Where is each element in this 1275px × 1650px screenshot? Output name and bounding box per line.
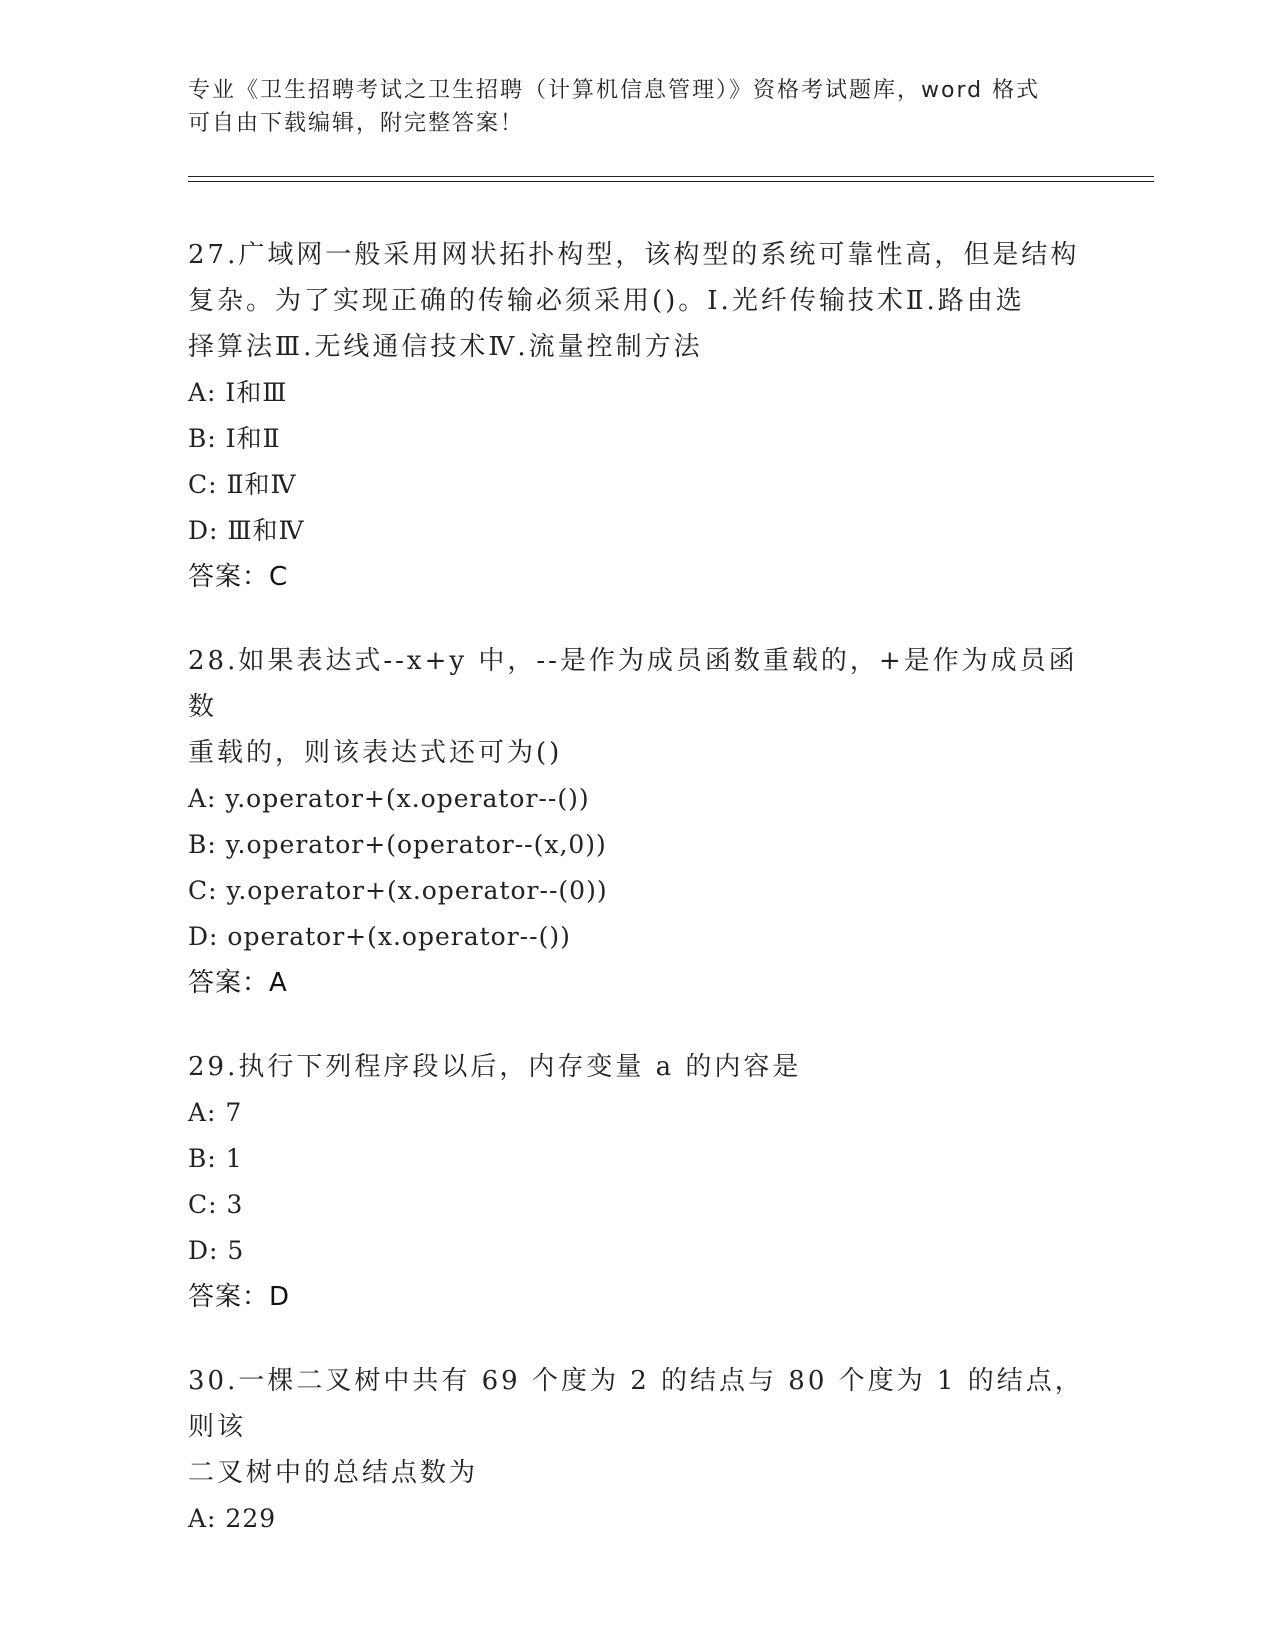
answer-option — [188, 822, 1088, 868]
option-text: operator+(x.operator--()) — [218, 922, 571, 951]
option-text: 3 — [217, 1190, 244, 1219]
header-divider-bottom — [188, 181, 1154, 182]
option-text: 7 — [216, 1098, 243, 1127]
answer-option — [188, 868, 1088, 914]
answer-option — [188, 1496, 1088, 1542]
question-stem-line: 重载的，则该表达式还可为() — [188, 738, 563, 768]
option-key: D: — [188, 1236, 219, 1265]
header-line-2: 可自由下载编辑，附完整答案！ — [188, 111, 525, 136]
answer-option — [188, 1228, 1088, 1274]
option-key: A: — [188, 1504, 217, 1533]
question-block — [188, 1044, 1088, 1320]
option-text: Ⅲ和Ⅳ — [218, 516, 305, 545]
question-stem-line: 30.一棵二叉树中共有 69 个度为 2 的结点与 80 个度为 1 的结点，则该 — [188, 1366, 1084, 1442]
option-key: B: — [188, 830, 217, 859]
option-text: 229 — [216, 1504, 277, 1533]
header-line-1: 专业《卫生招聘考试之卫生招聘（计算机信息管理）》资格考试题库，word 格式 — [188, 78, 1041, 103]
answer-key: 答案：A — [188, 968, 288, 998]
answer-option — [188, 370, 1088, 416]
question-stem-line: 择算法Ⅲ.无线通信技术Ⅳ.流量控制方法 — [188, 332, 703, 362]
question-block — [188, 1358, 1088, 1542]
question-stem-line: 复杂。为了实现正确的传输必须采用()。Ⅰ.光纤传输技术Ⅱ.路由选 — [188, 286, 1025, 316]
question-block — [188, 232, 1088, 600]
option-key: D: — [188, 516, 219, 545]
answer-option — [188, 776, 1088, 822]
option-key: B: — [188, 424, 217, 453]
option-text: 1 — [216, 1144, 243, 1173]
answer-option — [188, 462, 1088, 508]
option-key: D: — [188, 922, 219, 951]
question-stem-line: 29.执行下列程序段以后，内存变量 a 的内容是 — [188, 1052, 802, 1082]
question-stem-line: 27.广域网一般采用网状拓扑构型，该构型的系统可靠性高，但是结构 — [188, 240, 1080, 270]
option-key: A: — [188, 378, 217, 407]
answer-key: 答案：C — [188, 562, 289, 592]
option-text: 5 — [218, 1236, 245, 1265]
header-divider-top — [188, 176, 1154, 177]
answer-option — [188, 1182, 1088, 1228]
document-header — [188, 74, 1088, 140]
option-key: A: — [188, 1098, 217, 1127]
option-key: A: — [188, 784, 217, 813]
answer-option — [188, 1136, 1088, 1182]
question-stem-line: 二叉树中的总结点数为 — [188, 1458, 479, 1488]
question-stem-line: 28.如果表达式--x+y 中，--是作为成员函数重载的，+是作为成员函数 — [188, 646, 1078, 722]
option-key: C: — [188, 876, 218, 905]
option-text: Ⅰ和Ⅲ — [216, 378, 288, 407]
option-key: C: — [188, 470, 218, 499]
question-block — [188, 638, 1088, 1006]
option-text: Ⅰ和Ⅱ — [216, 424, 281, 453]
answer-option — [188, 416, 1088, 462]
option-key: B: — [188, 1144, 217, 1173]
answer-option — [188, 914, 1088, 960]
answer-option — [188, 1090, 1088, 1136]
answer-key: 答案：D — [188, 1282, 291, 1312]
question-list — [188, 232, 1088, 1580]
option-text: Ⅱ和Ⅳ — [217, 470, 297, 499]
option-text: y.operator+(x.operator--()) — [216, 784, 590, 813]
answer-option — [188, 508, 1088, 554]
option-text: y.operator+(operator--(x,0)) — [216, 830, 607, 859]
option-key: C: — [188, 1190, 218, 1219]
option-text: y.operator+(x.operator--(0)) — [217, 876, 608, 905]
